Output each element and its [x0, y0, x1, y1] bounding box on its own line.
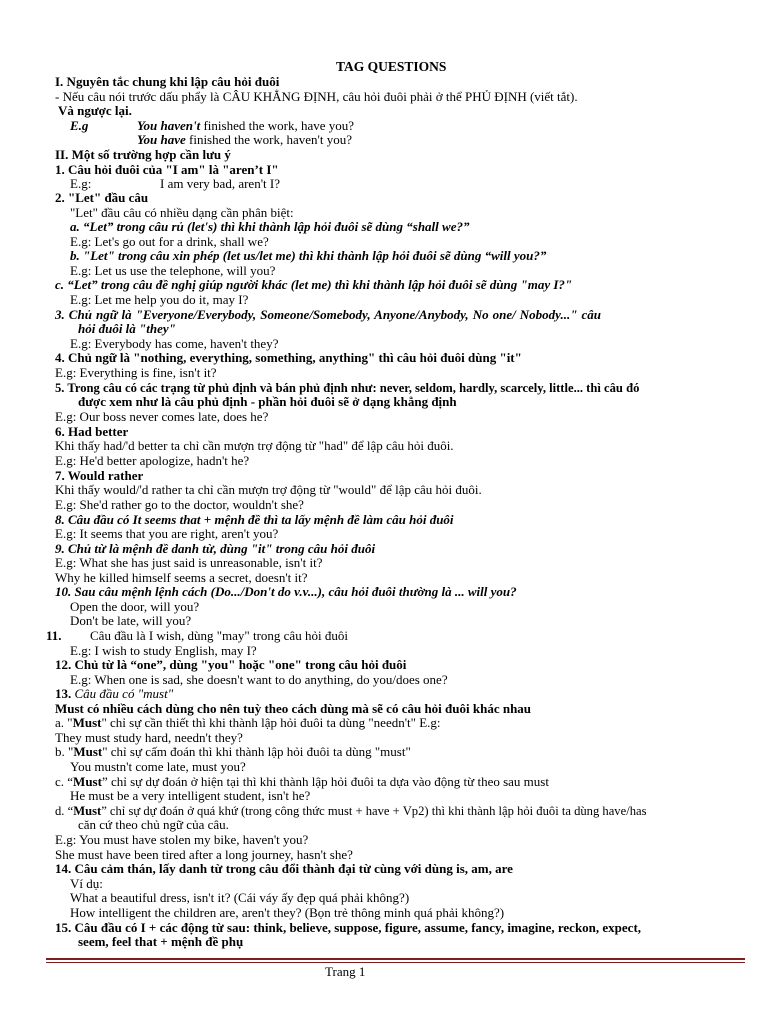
- body-line: Và ngược lại.: [58, 103, 132, 118]
- item-heading: 14. Câu cảm thán, lấy danh từ trong câu đổi thành đại từ cùng với dùng is, am, are: [55, 861, 513, 876]
- item-heading: 9. Chủ từ là mệnh đề danh từ, dùng "it" trong câu hỏi đuôi: [55, 541, 376, 556]
- item-heading: Câu đầu là I wish, dùng "may" trong câu hỏi đuôi: [90, 628, 348, 643]
- example-line: He must be a very intelligent student, isn't he?: [70, 788, 311, 803]
- example-line: E.g: Everything is fine, isn't it?: [55, 365, 217, 380]
- example-line: I am very bad, aren't I?: [160, 176, 281, 191]
- item-heading: 15. Câu đầu có I + các động từ sau: think, believe, suppose, figure, assume, fancy, imagine, reckon, expect,: [55, 920, 642, 935]
- item-heading: 12. Chủ từ là “one”, dùng "you" hoặc "one" trong câu hỏi đuôi: [55, 657, 407, 672]
- item-heading: 13. Câu đầu có "must": [55, 686, 174, 701]
- subitem-heading: b. "Let" trong câu xin phép (let us/let me) thì khi thành lập hỏi đuôi sẽ dùng “will you?”: [70, 248, 547, 263]
- item-heading: 7. Would rather: [55, 468, 144, 483]
- body-line: a. "Must" chỉ sự cần thiết thì khi thành lập hỏi đuôi ta dùng "needn't" E.g:: [55, 715, 441, 730]
- example-line: E.g: Let us use the telephone, will you?: [70, 263, 276, 278]
- item-heading: 10. Sau câu mệnh lệnh cách (Do.../Don't do v.v...), câu hỏi đuôi thường là ... will you?: [55, 584, 517, 599]
- example-line: E.g: Our boss never comes late, does he?: [55, 409, 269, 424]
- example-line: She must have been tired after a long journey, hasn't she?: [55, 847, 353, 862]
- example-line: What a beautiful dress, isn't it? (Cái váy ấy đẹp quá phải không?): [70, 890, 410, 905]
- item-heading: 4. Chủ ngữ là "nothing, everything, something, anything" thì câu hỏi đuôi dùng "it": [55, 350, 522, 365]
- body-line: b. "Must" chỉ sự cấm đoán thì khi thành lập hỏi đuôi ta dùng "must": [55, 744, 411, 759]
- section-heading-1: I. Nguyên tắc chung khi lập câu hỏi đuôi: [55, 74, 280, 89]
- example-line: Why he killed himself seems a secret, doesn't it?: [55, 570, 308, 585]
- item-number: 11.: [46, 628, 62, 643]
- item-heading: 3. Chủ ngữ là "Everyone/Everybody, Someone/Somebody, Anyone/Anybody, No one/ Nobody..." câu: [55, 307, 601, 322]
- footer-divider-thin: [46, 962, 745, 963]
- item-heading: Must có nhiều cách dùng cho nên tuỳ theo cách dùng mà sẽ có câu hỏi đuôi khác nhau: [55, 701, 532, 716]
- section-heading-2: II. Một số trường hợp cần lưu ý: [55, 147, 231, 162]
- example-line: E.g: It seems that you are right, aren't you?: [55, 526, 279, 541]
- example-line: How intelligent the children are, aren't they? (Bọn trẻ thông minh quá phải không?): [70, 905, 505, 920]
- example-line: Don't be late, will you?: [70, 613, 192, 628]
- example-line: Open the door, will you?: [70, 599, 200, 614]
- example-line: E.g: Everybody has come, haven't they?: [70, 336, 279, 351]
- body-line: "Let" đầu câu có nhiều dạng cần phân biệt:: [70, 205, 294, 220]
- item-heading: 5. Trong câu có các trạng từ phủ định và bán phủ định như: never, seldom, hardly, scarcely, little... thì câu đó: [55, 381, 640, 395]
- example-line: E.g: What she has just said is unreasonable, isn't it?: [55, 555, 323, 570]
- subitem-heading: a. “Let” trong câu rủ (let's) thì khi thành lập hỏi đuôi sẽ dùng “shall we?”: [70, 219, 470, 234]
- body-line: Khi thấy would/'d rather ta chỉ cần mượn trợ động từ "would" để lập câu hỏi đuôi.: [55, 482, 482, 497]
- body-line: Khi thấy had/'d better ta chỉ cần mượn trợ động từ "had" để lập câu hỏi đuôi.: [55, 438, 454, 453]
- body-line: c. “Must” chỉ sự dự đoán ở hiện tại thì khi thành lập hỏi đuôi ta dựa vào động từ theo sau must: [55, 774, 549, 789]
- example-line: You haven't finished the work, have you?: [137, 118, 355, 133]
- body-line: Ví dụ:: [70, 876, 103, 891]
- body-line-cont: căn cứ theo chủ ngữ của câu.: [78, 817, 229, 832]
- example-line: You mustn't come late, must you?: [70, 759, 246, 774]
- item-heading: 6. Had better: [55, 424, 129, 439]
- example-line: E.g: I wish to study English, may I?: [70, 643, 257, 658]
- item-heading-cont: hỏi đuôi là "they": [78, 321, 176, 336]
- item-heading: 1. Câu hỏi đuôi của "I am" là "aren’t I": [55, 162, 279, 177]
- item-heading: 8. Câu đầu có It seems that + mệnh đề thì ta lấy mệnh đề làm câu hỏi đuôi: [55, 512, 454, 527]
- example-line: E.g: She'd rather go to the doctor, wouldn't she?: [55, 497, 304, 512]
- document-title: TAG QUESTIONS: [336, 59, 447, 74]
- example-label: E.g: [70, 118, 89, 133]
- example-line: E.g: When one is sad, she doesn't want to do anything, do you/does one?: [70, 672, 448, 687]
- example-line: E.g: You must have stolen my bike, haven't you?: [55, 832, 309, 847]
- item-heading-cont: seem, feel that + mệnh đề phụ: [78, 934, 244, 949]
- example-line: E.g: Let me help you do it, may I?: [70, 292, 249, 307]
- example-line: They must study hard, needn't they?: [55, 730, 243, 745]
- body-line: - Nếu câu nói trước dấu phẩy là CÂU KHẲNG ĐỊNH, câu hỏi đuôi phải ở thể PHỦ ĐỊNH (viết tắt).: [55, 89, 578, 104]
- item-heading: 2. "Let" đầu câu: [55, 190, 149, 205]
- item-heading-cont: được xem như là câu phủ định - phần hỏi đuôi sẽ ở dạng khẳng định: [78, 394, 457, 409]
- body-line: d. “Must” chỉ sự dự đoán ở quá khứ (trong công thức must + have + Vp2) thì khi thành lập hỏi đuôi ta dùng have/has: [55, 804, 647, 818]
- example-line: E.g: He'd better apologize, hadn't he?: [55, 453, 250, 468]
- subitem-heading: c. “Let” trong câu đề nghị giúp người khác (let me) thì khi thành lập hỏi đuôi sẽ dùng "may I?": [55, 277, 573, 292]
- example-label: E.g:: [70, 176, 92, 191]
- example-line: You have finished the work, haven't you?: [137, 132, 352, 147]
- example-line: E.g: Let's go out for a drink, shall we?: [70, 234, 269, 249]
- page-number: Trang 1: [325, 964, 366, 979]
- footer-divider: [46, 958, 745, 960]
